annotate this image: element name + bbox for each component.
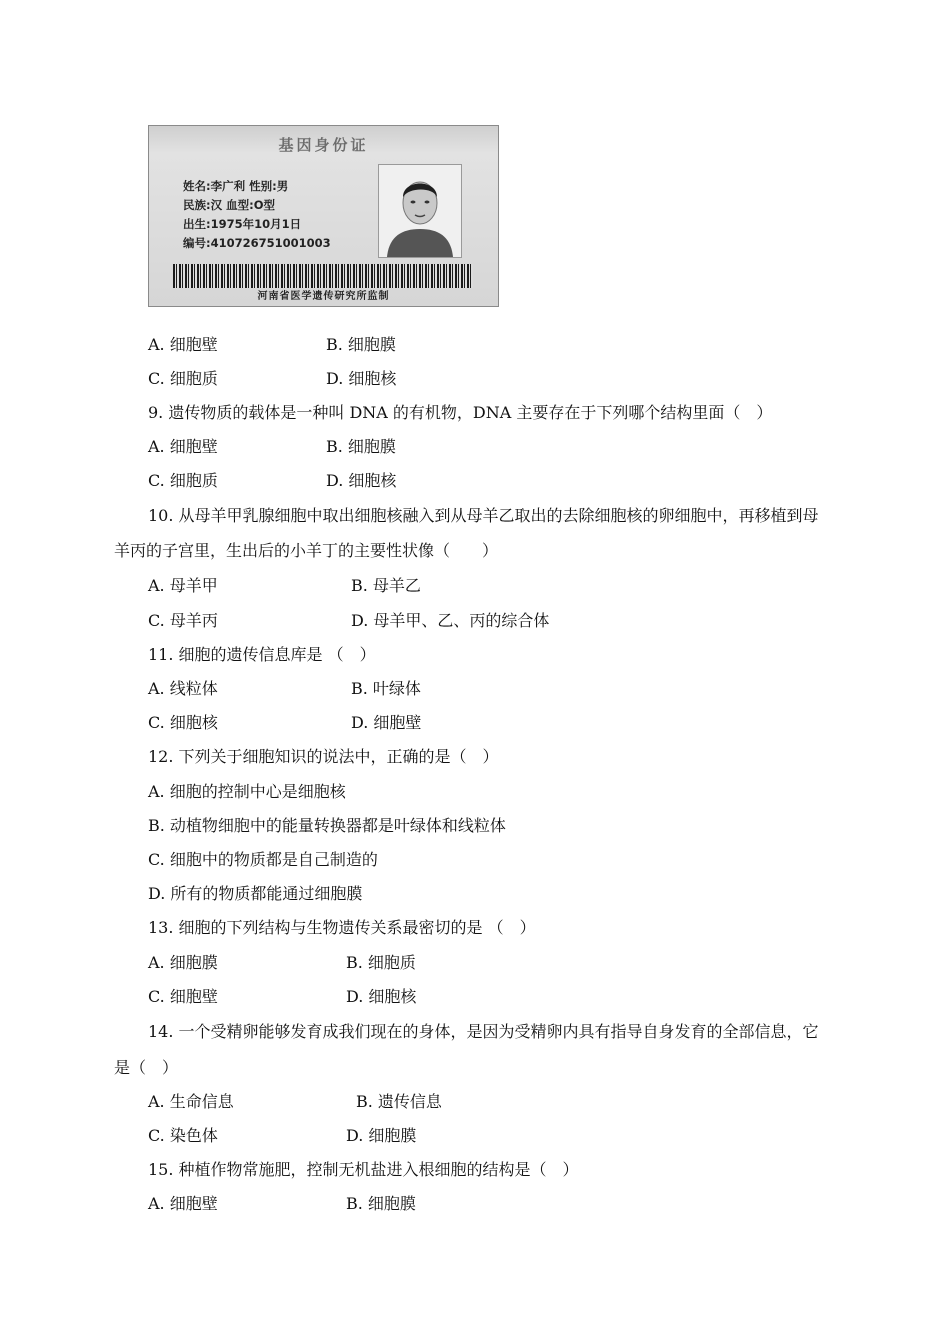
q14-option-a: A. 生命信息 — [148, 1092, 234, 1111]
q10-option-b: B. 母羊乙 — [351, 576, 421, 595]
q8-option-d: D. 细胞核 — [326, 369, 397, 388]
q10-option-a: A. 母羊甲 — [148, 576, 218, 595]
q14-stem-line-1: 14. 一个受精卵能够发育成我们现在的身体，是因为受精卵内具有指导自身发育的全部信息，它 — [148, 1022, 819, 1041]
q9-option-a: A. 细胞壁 — [148, 437, 218, 456]
card-name-line: 姓名:李广利 性别:男 — [183, 179, 289, 193]
q13-option-b: B. 细胞质 — [346, 953, 416, 972]
gene-id-card-image — [148, 125, 499, 307]
q9-option-d: D. 细胞核 — [326, 471, 397, 490]
card-title: 基因身份证 — [278, 136, 369, 154]
q13-option-a: A. 细胞膜 — [148, 953, 218, 972]
q12-option-b: B. 动植物细胞中的能量转换器都是叶绿体和线粒体 — [148, 816, 506, 835]
q13-option-c: C. 细胞壁 — [148, 987, 218, 1006]
q14-stem-line-2: 是（ ） — [114, 1058, 179, 1077]
q8-option-c: C. 细胞质 — [148, 369, 218, 388]
barcode — [173, 264, 473, 288]
q12-stem: 12. 下列关于细胞知识的说法中，正确的是（ ） — [148, 747, 499, 766]
q11-stem: 11. 细胞的遗传信息库是 （ ） — [148, 645, 376, 664]
q11-option-c: C. 细胞核 — [148, 713, 218, 732]
q14-option-b: B. 遗传信息 — [356, 1092, 442, 1111]
q15-option-a: A. 细胞壁 — [148, 1194, 218, 1213]
q10-option-c: C. 母羊丙 — [148, 611, 218, 630]
q9-option-c: C. 细胞质 — [148, 471, 218, 490]
card-birth-line: 出生:1975年10月1日 — [183, 217, 302, 231]
q11-option-a: A. 线粒体 — [148, 679, 218, 698]
q10-stem-line-2: 羊丙的子宫里，生出后的小羊丁的主要性状像（ ） — [114, 541, 499, 560]
q15-stem: 15. 种植作物常施肥，控制无机盐进入根细胞的结构是（ ） — [148, 1160, 579, 1179]
q8-option-b: B. 细胞膜 — [326, 335, 396, 354]
q8-option-a: A. 细胞壁 — [148, 335, 218, 354]
card-footer: 河南省医学遗传研究所监制 — [257, 291, 390, 302]
q13-stem: 13. 细胞的下列结构与生物遗传关系最密切的是 （ ） — [148, 918, 536, 937]
q14-option-c: C. 染色体 — [148, 1126, 218, 1145]
q12-option-c: C. 细胞中的物质都是自己制造的 — [148, 850, 378, 869]
q15-option-b: B. 细胞膜 — [346, 1194, 416, 1213]
card-number-line: 编号:410726751001003 — [183, 236, 331, 250]
q14-option-d: D. 细胞膜 — [346, 1126, 417, 1145]
q9-option-b: B. 细胞膜 — [326, 437, 396, 456]
portrait-icon — [379, 165, 461, 257]
q12-option-d: D. 所有的物质都能通过细胞膜 — [148, 884, 363, 903]
portrait-photo — [378, 164, 462, 258]
q9-stem: 9. 遗传物质的载体是一种叫 DNA 的有机物，DNA 主要存在于下列哪个结构里面（ ） — [148, 403, 773, 422]
q11-option-b: B. 叶绿体 — [351, 679, 421, 698]
q12-option-a: A. 细胞的控制中心是细胞核 — [148, 782, 346, 801]
card-ethnic-line: 民族:汉 血型:O型 — [183, 198, 275, 212]
q10-stem-line-1: 10. 从母羊甲乳腺细胞中取出细胞核融入到从母羊乙取出的去除细胞核的卵细胞中，再移植到母 — [148, 506, 819, 525]
q10-option-d: D. 母羊甲、乙、丙的综合体 — [351, 611, 550, 630]
q13-option-d: D. 细胞核 — [346, 987, 417, 1006]
q11-option-d: D. 细胞壁 — [351, 713, 422, 732]
